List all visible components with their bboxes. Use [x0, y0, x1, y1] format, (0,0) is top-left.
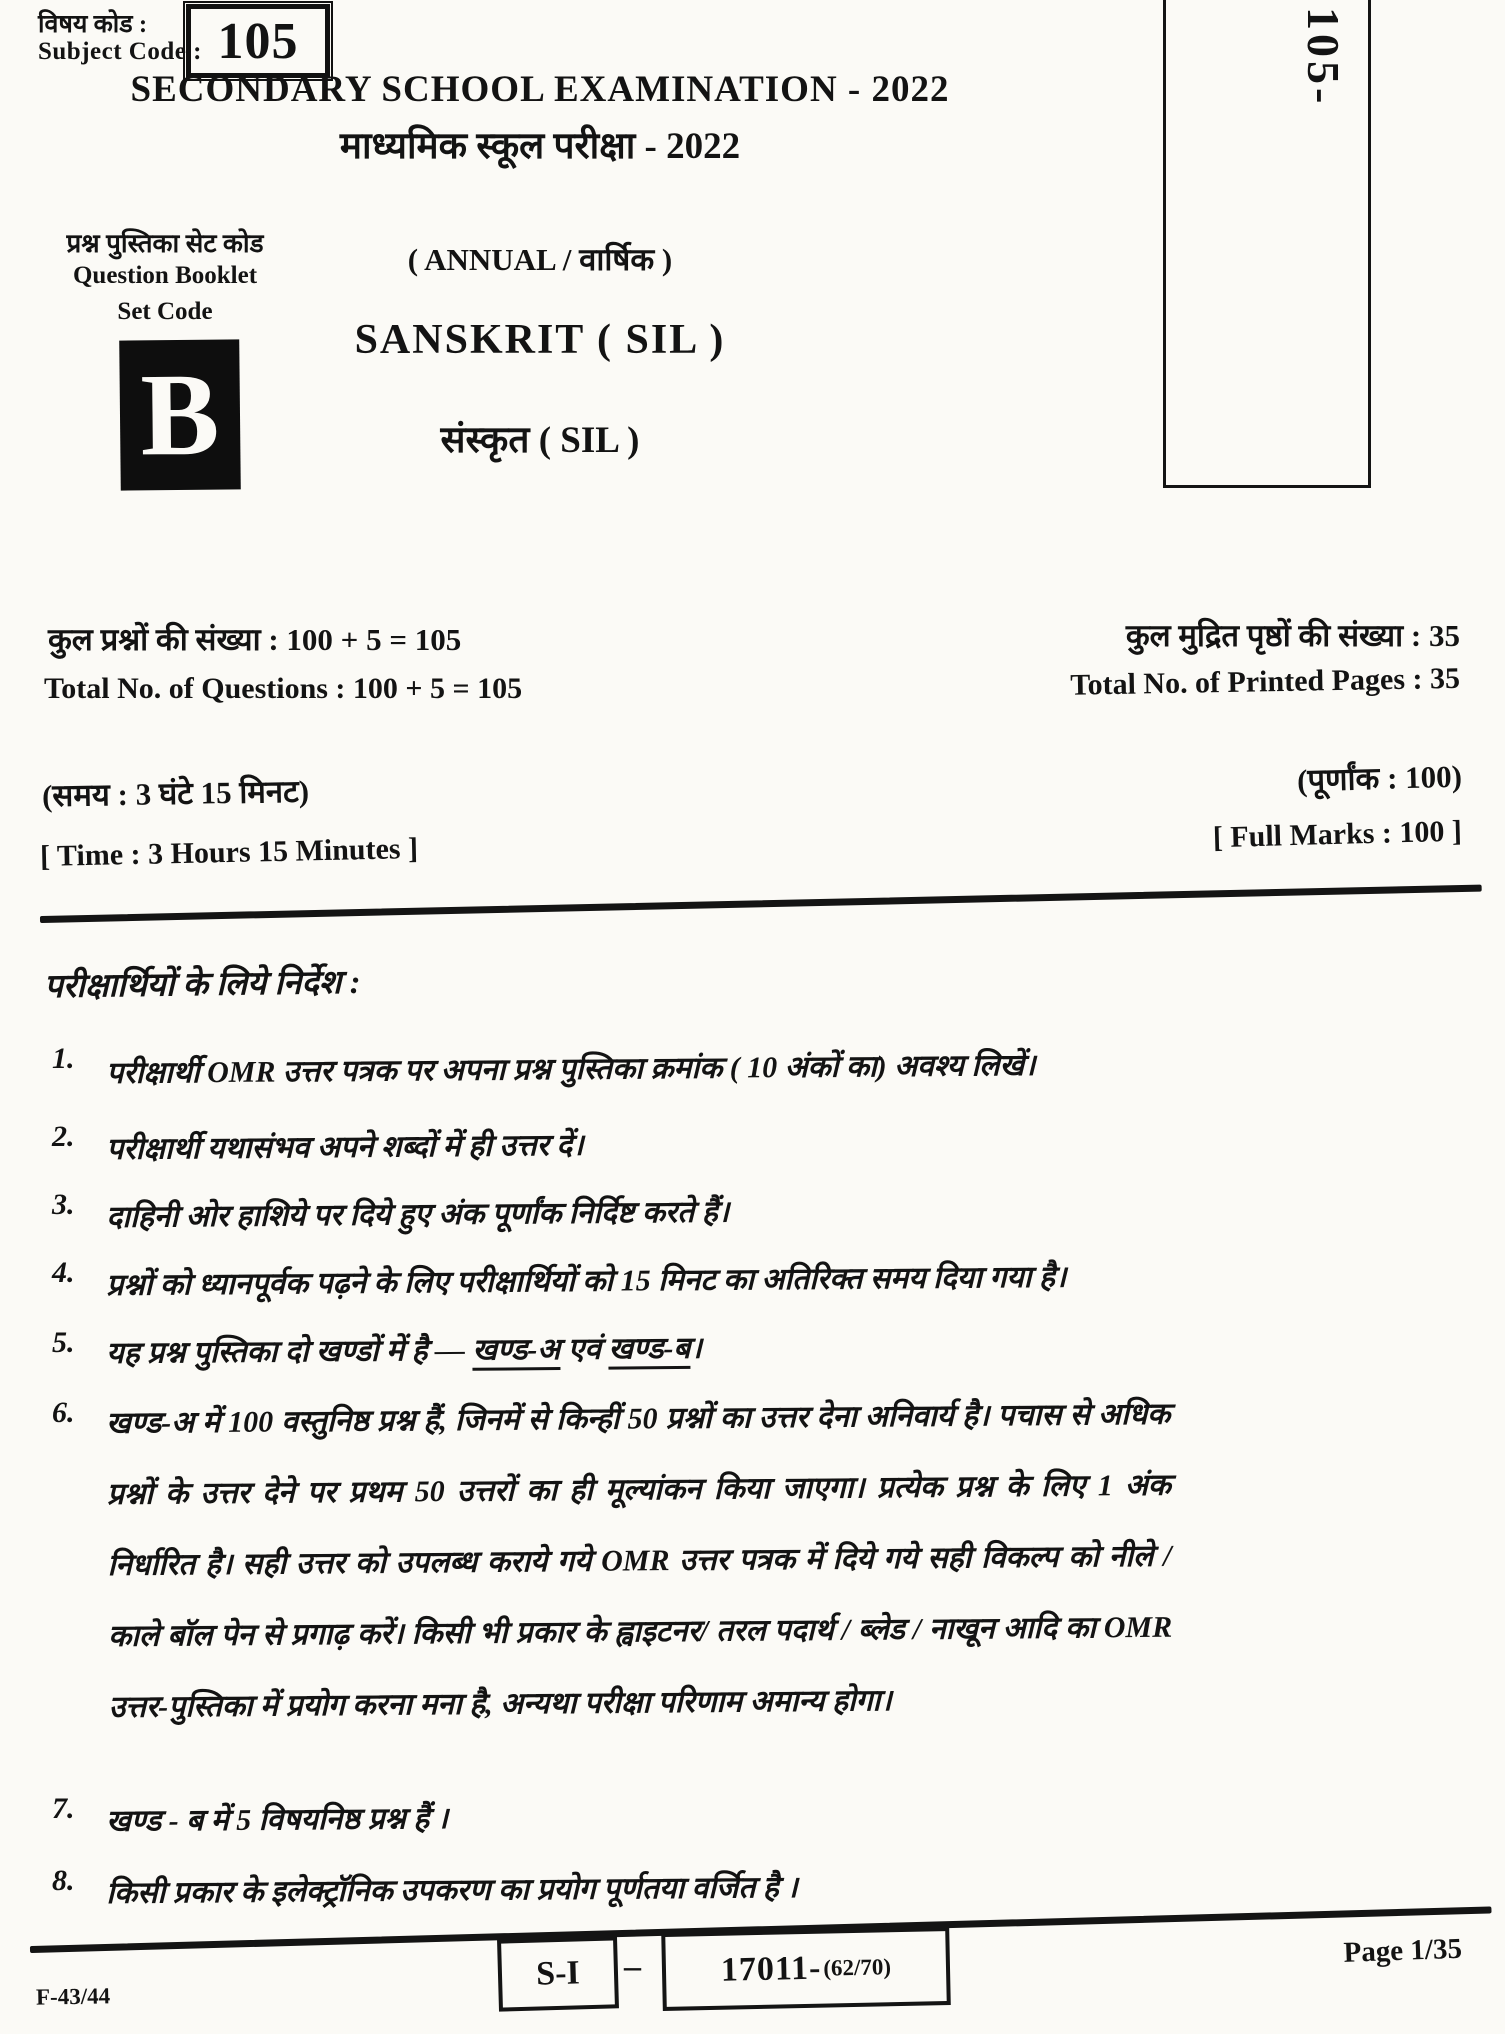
subject-name-english: SANSKRIT ( SIL ) — [354, 317, 726, 363]
exam-title-english: SECONDARY SCHOOL EXAMINATION - 2022 — [130, 69, 950, 110]
set-code-label-english-1: Question Booklet — [72, 262, 258, 289]
corner-code-rotated: 105- — [1298, 7, 1349, 108]
instruction-5-section-a: खण्ड-अ — [472, 1333, 560, 1371]
set-code-label-hindi: प्रश्न पुस्तिका सेट कोड — [66, 229, 264, 258]
instruction-number: 8. — [52, 1864, 75, 1897]
instructions-heading: परीक्षार्थियों के लिये निर्देश : — [43, 964, 361, 1006]
instruction-text: खण्ड - ब में 5 विषयनिष्ठ प्रश्न हैं । — [106, 1802, 449, 1838]
header-divider-rule — [40, 885, 1482, 923]
full-marks-hindi: (पूर्णांक : 100) — [1296, 758, 1463, 798]
instruction-number: 1. — [52, 1042, 75, 1075]
annual-line: ( ANNUAL / वार्षिक ) — [407, 242, 673, 277]
printed-pages-english: Total No. of Printed Pages : 35 — [1070, 661, 1461, 702]
instruction-number: 6. — [52, 1396, 75, 1429]
total-questions-english: Total No. of Questions : 100 + 5 = 105 — [44, 672, 523, 705]
instruction-text: प्रश्नों को ध्यानपूर्वक पढ़ने के लिए परीक्षार्थियों को 15 मिनट का अतिरिक्त समय दिया गया है। — [106, 1260, 1067, 1302]
instruction-number: 4. — [52, 1256, 75, 1289]
subject-code-label-hindi: विषय कोड : — [38, 11, 148, 38]
instruction-text: खण्ड-अ में 100 वस्तुनिष्ठ प्रश्न हैं, जिनमें से किन्हीं 50 प्रश्नों का उत्तर देना अनिवार्य है। पचास से अधिक प्रश्नों के उत्तर देने पर प्रथम 50 उत्तरों का ही मूल्यांकन किया जाएगा। प्रत्येक प्रश्न के लिए 1 अंक निर्धारित है। सही उत्तर को उपलब्ध कराये गये OMR उत्तर पत्रक में दिये गये सही विकल्प को नीले / काले बॉल पेन से प्रगाढ़ करें। किसी भी प्रकार के ह्वाइटनर/ तरल पदार्थ / ब्लेड / नाखून आदि का OMR उत्तर-पुस्तिका में प्रयोग करना मना है, अन्यथा परीक्षा परिणाम अमान्य होगा। — [106, 1397, 1173, 1724]
page-number: Page 1/35 — [1342, 1932, 1463, 1969]
exam-title-hindi: माध्यमिक स्कूल परीक्षा - 2022 — [339, 126, 741, 167]
footer-number-box — [661, 1927, 951, 2011]
subject-code-label-english: Subject Code : — [38, 38, 202, 65]
instruction-number: 7. — [52, 1792, 75, 1825]
instruction-number: 2. — [52, 1120, 75, 1153]
instruction-5-end: । — [690, 1331, 703, 1365]
instruction-text: परीक्षार्थी OMR उत्तर पत्रक पर अपना प्रश्न पुस्तिका क्रमांक ( 10 अंकों का) अवश्य लिखें। — [106, 1048, 1036, 1090]
instruction-text — [106, 1309, 1171, 1389]
corner-code-box — [1163, 0, 1371, 488]
instruction-number: 3. — [52, 1188, 75, 1221]
instruction-5-mid: एवं — [560, 1332, 609, 1367]
full-marks-english: [ Full Marks : 100 ] — [1212, 814, 1463, 855]
instruction-number: 5. — [52, 1326, 75, 1359]
printed-pages-hindi: कुल मुद्रित पृष्ठों की संख्या : 35 — [1125, 618, 1460, 653]
footer-series-box: S-I — [497, 1936, 619, 2011]
subject-name-hindi: संस्कृत ( SIL ) — [440, 420, 640, 461]
instruction-5-pre: यह प्रश्न पुस्तिका दो खण्डों में है — — [106, 1333, 473, 1370]
set-code-box: B — [119, 339, 241, 490]
footer-form-code: F-43/44 — [35, 1983, 111, 2010]
instruction-text: दाहिनी ओर हाशिये पर दिये हुए अंक पूर्णांक निर्दिष्ट करते हैं। — [106, 1195, 730, 1234]
instruction-5-section-b: खण्ड-ब — [608, 1332, 690, 1370]
instruction-text: किसी प्रकार के इलेक्ट्रॉनिक उपकरण का प्रयोग पूर्णतया वर्जित है । — [106, 1870, 798, 1910]
total-questions-hindi: कुल प्रश्नों की संख्या : 100 + 5 = 105 — [48, 622, 462, 657]
footer-dash: – — [624, 1948, 641, 1985]
time-english: [ Time : 3 Hours 15 Minutes ] — [39, 832, 419, 873]
set-code-label-english-2: Set Code — [117, 298, 213, 325]
subject-code-box: 105 — [186, 4, 330, 78]
footer-booklet-number: 17011- — [720, 1949, 822, 1989]
time-hindi: (समय : 3 घंटे 15 मिनट) — [41, 773, 310, 814]
footer-booklet-suffix: (62/70) — [823, 1954, 892, 1981]
instruction-text: परीक्षार्थी यथासंभव अपने शब्दों में ही उत्तर दें। — [106, 1128, 584, 1166]
